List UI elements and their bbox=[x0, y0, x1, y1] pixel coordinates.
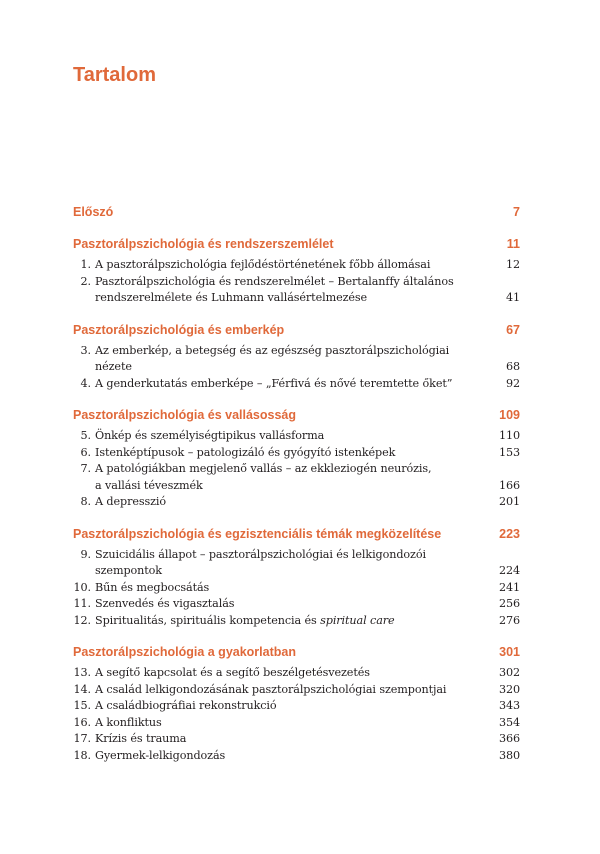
toc-entry[interactable] bbox=[73, 494, 520, 511]
entry-page: 41 bbox=[505, 291, 520, 304]
toc-entry[interactable] bbox=[73, 665, 520, 682]
entry-page: 256 bbox=[498, 597, 520, 610]
entry-number: 8. bbox=[80, 495, 91, 508]
entry-title: Az emberkép, a betegség és az egészség pasztorálpszichológiai nézete bbox=[95, 343, 450, 373]
entry-number: 10. bbox=[73, 580, 91, 594]
entry-page: 366 bbox=[498, 732, 520, 745]
section-heading[interactable] bbox=[73, 525, 520, 543]
entry-title: Krízis és trauma bbox=[95, 732, 187, 745]
entry-title-wrapper bbox=[95, 613, 495, 630]
toc-section bbox=[73, 643, 520, 764]
entry-page: 201 bbox=[498, 495, 520, 508]
toc-section bbox=[73, 321, 520, 393]
entry-page: 110 bbox=[498, 429, 520, 442]
entry-number: 3. bbox=[80, 343, 91, 357]
toc-entry[interactable] bbox=[73, 376, 520, 393]
entry-page: 302 bbox=[498, 666, 520, 679]
entry-number: 4. bbox=[80, 376, 91, 390]
section-heading[interactable] bbox=[73, 643, 520, 661]
toc-entry[interactable] bbox=[73, 613, 520, 630]
entry-title: Szenvedés és vigasztalás bbox=[95, 597, 235, 610]
entry-number: 12. bbox=[73, 613, 91, 627]
section-page: 109 bbox=[499, 408, 520, 422]
toc-entry[interactable] bbox=[73, 461, 520, 494]
section-heading[interactable] bbox=[73, 406, 520, 424]
entry-page: 343 bbox=[498, 699, 520, 712]
page-title: Tartalom bbox=[73, 64, 156, 86]
entry-number: 9. bbox=[80, 547, 91, 561]
toc-section bbox=[73, 235, 520, 307]
entry-title: A család lelkigondozásának pasztorálpszichológiai szempontjai bbox=[95, 682, 447, 696]
section-heading[interactable] bbox=[73, 203, 520, 221]
section-page: 223 bbox=[499, 526, 520, 541]
toc-entry[interactable] bbox=[73, 715, 520, 732]
entry-title: A genderkutatás emberképe – „Férfivá és nővé teremtette őket” bbox=[95, 376, 453, 390]
section-title: Pasztorálpszichológia és vallásosság bbox=[73, 408, 297, 422]
entry-number: 15. bbox=[73, 699, 91, 712]
toc-entry[interactable] bbox=[73, 596, 520, 613]
entry-page: 68 bbox=[505, 360, 520, 373]
toc-entry[interactable] bbox=[73, 257, 520, 274]
entry-title: A patológiákban megjelenő vallás – az ekkleziogén neurózis, a vallási téveszmék bbox=[95, 462, 432, 492]
entry-title: Önkép és személyiségtipikus vallásforma bbox=[95, 429, 325, 442]
entry-page: 354 bbox=[498, 715, 520, 729]
toc-section bbox=[73, 406, 520, 511]
entry-number: 17. bbox=[73, 732, 91, 745]
entry-title: Spiritualitás, spirituális kompetencia és bbox=[95, 613, 321, 627]
entry-page: 12 bbox=[505, 258, 520, 271]
section-title: Pasztorálpszichológia és egzisztenciális témák megközelítése bbox=[73, 526, 442, 541]
entry-page: 380 bbox=[498, 748, 520, 762]
toc-entry[interactable] bbox=[73, 547, 520, 580]
entry-number: 1. bbox=[80, 258, 91, 271]
section-page: 301 bbox=[499, 645, 520, 659]
table-of-contents bbox=[73, 203, 520, 778]
entry-title: Bűn és megbocsátás bbox=[95, 580, 210, 594]
entry-title: A segítő kapcsolat és a segítő beszélgetésvezetés bbox=[95, 666, 370, 679]
entry-title: A családbiográfiai rekonstrukció bbox=[95, 699, 277, 712]
toc-entry[interactable] bbox=[73, 428, 520, 445]
section-title: Pasztorálpszichológia a gyakorlatban bbox=[73, 645, 296, 659]
entry-number: 16. bbox=[73, 715, 91, 729]
section-heading[interactable] bbox=[73, 235, 520, 253]
toc-entry[interactable] bbox=[73, 274, 520, 307]
entry-title: A depresszió bbox=[95, 495, 167, 508]
entry-title: Istenképtípusok – patologizáló és gyógyító istenképek bbox=[95, 445, 396, 459]
section-page: 11 bbox=[506, 237, 520, 251]
entry-page: 166 bbox=[498, 478, 520, 492]
entry-number: 2. bbox=[80, 274, 91, 288]
section-title: Pasztorálpszichológia és rendszerszemlélet bbox=[73, 237, 334, 251]
entry-page: 153 bbox=[498, 445, 520, 459]
entry-page: 92 bbox=[505, 376, 520, 390]
toc-entry[interactable] bbox=[73, 580, 520, 597]
section-title: Előszó bbox=[73, 205, 114, 219]
toc-entry[interactable] bbox=[73, 343, 520, 376]
section-heading[interactable] bbox=[73, 321, 520, 339]
entry-number: 6. bbox=[80, 445, 91, 459]
entry-title: Gyermek-lelkigondozás bbox=[95, 748, 226, 762]
entry-number: 18. bbox=[73, 748, 91, 762]
entry-title: A pasztorálpszichológia fejlődéstörténetének főbb állomásai bbox=[95, 258, 431, 271]
entry-title-italic: spiritual care bbox=[320, 613, 395, 627]
entry-title: A konfliktus bbox=[95, 715, 162, 729]
entry-number: 5. bbox=[80, 429, 91, 442]
section-page: 7 bbox=[513, 205, 520, 219]
entry-number: 11. bbox=[73, 597, 91, 610]
entry-page: 241 bbox=[498, 580, 520, 594]
entry-page: 224 bbox=[498, 564, 520, 577]
entry-number: 7. bbox=[80, 462, 91, 475]
toc-entry[interactable] bbox=[73, 698, 520, 715]
section-title: Pasztorálpszichológia és emberkép bbox=[73, 322, 285, 337]
toc-entry[interactable] bbox=[73, 445, 520, 462]
entry-page: 276 bbox=[498, 613, 520, 627]
section-page: 67 bbox=[506, 322, 520, 337]
toc-entry[interactable] bbox=[73, 682, 520, 699]
entry-number: 13. bbox=[73, 666, 91, 679]
toc-entry[interactable] bbox=[73, 731, 520, 748]
toc-section bbox=[73, 203, 520, 221]
toc-entry[interactable] bbox=[73, 748, 520, 765]
entry-title: Pasztorálpszichológia és rendszerelmélet – Bertalanffy általános rendszerelmélete és Luhmann vallásértelmezése bbox=[95, 274, 454, 304]
entry-number: 14. bbox=[73, 682, 91, 696]
entry-page: 320 bbox=[498, 682, 520, 696]
entry-title: Szuicidális állapot – pasztorálpszichológiai és lelkigondozói szempontok bbox=[95, 547, 426, 577]
toc-section bbox=[73, 525, 520, 630]
